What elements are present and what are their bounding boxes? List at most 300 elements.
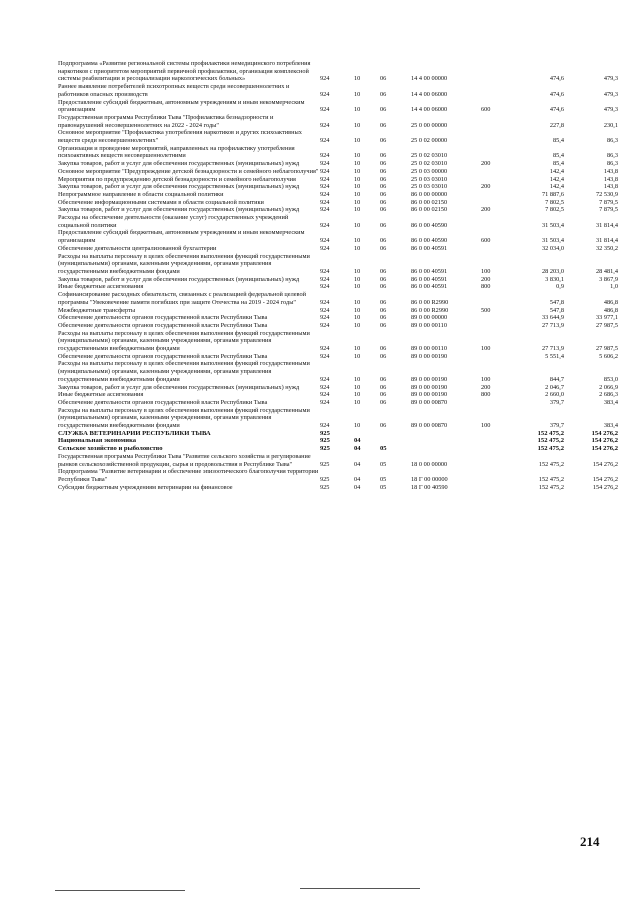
row-amount-1: 379,7: [549, 398, 564, 406]
row-amount-2: 486,8: [603, 298, 618, 306]
row-rz-code: 10: [354, 267, 361, 275]
table-row: [58, 330, 618, 353]
row-pr-code: 06: [380, 175, 387, 183]
table-row: [58, 191, 618, 199]
row-pr-code: 06: [380, 106, 387, 114]
row-pr-code: 06: [380, 383, 387, 391]
row-gr-code: 924: [320, 321, 330, 329]
row-vr-code: [481, 399, 514, 407]
row-name: Основное мероприятие "Профилактика употребления наркотиков и других психоактивных веществ среди несовершеннолетних": [58, 129, 302, 145]
row-gr-code: 924: [320, 375, 330, 383]
row-cs-code: 86 0 00 40590: [411, 221, 448, 229]
row-vr-code: [481, 484, 514, 492]
row-gr-code: 925: [320, 475, 330, 483]
table-row: [58, 322, 618, 330]
row-pr-code: 06: [380, 306, 387, 314]
row-pr-code: 06: [380, 314, 387, 322]
row-amount-1: 2 660,0: [545, 391, 564, 399]
row-cs-code: 86 0 00 40591: [411, 267, 448, 275]
row-rz-code: 10: [354, 121, 361, 129]
row-cs-code: 86 0 00 40591: [411, 244, 448, 252]
row-vr-code: 600: [481, 106, 491, 114]
row-vr-code: [481, 437, 514, 445]
table-row: [58, 83, 618, 98]
row-rz-code: 10: [354, 352, 361, 360]
row-cs-code: 86 0 00 00000: [411, 190, 448, 198]
table-row: [58, 360, 618, 383]
row-name: СЛУЖБА ВЕТЕРИНАРИИ РЕСПУБЛИКИ ТЫВА: [58, 429, 211, 437]
table-row: [58, 353, 618, 361]
row-vr-code: [481, 60, 514, 83]
row-amount-2: 479,3: [603, 90, 618, 98]
row-vr-code: 800: [481, 283, 491, 291]
row-amount-1: 33 644,9: [541, 314, 564, 322]
row-cs-code: 14 4 00 06000: [411, 90, 448, 98]
row-gr-code: 924: [320, 75, 330, 83]
table-row: [58, 176, 618, 184]
row-cs-code: 86 0 00 R2990: [411, 298, 449, 306]
row-rz-code: 04: [354, 460, 361, 468]
row-vr-code: 500: [481, 306, 491, 314]
table-row: [58, 437, 618, 445]
row-cs-code: [411, 445, 481, 453]
row-amount-2: 86,3: [606, 160, 618, 168]
row-pr-code: 06: [380, 152, 387, 160]
row-vr-code: 600: [481, 237, 491, 245]
row-cs-code: 86 0 00 40590: [411, 237, 448, 245]
row-gr-code: 924: [320, 306, 330, 314]
row-pr-code: 05: [380, 475, 387, 483]
row-cs-code: 89 0 00 00190: [411, 352, 448, 360]
row-amount-1: 31 503,4: [541, 221, 564, 229]
scan-line-right: [300, 888, 420, 889]
row-pr-code: 06: [380, 206, 387, 214]
row-amount-1: 3 830,1: [545, 275, 564, 283]
row-gr-code: 924: [320, 283, 330, 291]
row-amount-2: 154 276,2: [592, 460, 618, 468]
row-amount-1: 31 503,4: [541, 237, 564, 245]
row-rz-code: 10: [354, 345, 361, 353]
row-pr-code: 06: [380, 321, 387, 329]
row-rz-code: 10: [354, 167, 361, 175]
row-cs-code: [411, 430, 481, 438]
row-amount-1: 474,6: [549, 90, 564, 98]
row-cs-code: 89 0 00 00870: [411, 422, 448, 430]
row-amount-2: 143,8: [603, 183, 618, 191]
row-vr-code: 100: [481, 345, 491, 353]
row-name: Предоставление субсидий бюджетным, автономным учреждениям и иным некоммерческим организациям: [58, 98, 305, 114]
row-name: Обеспечение деятельности органов государственной власти Республики Тыва: [58, 321, 268, 329]
row-rz-code: 10: [354, 275, 361, 283]
row-rz-code: 10: [354, 137, 361, 145]
row-amount-2: 853,0: [603, 375, 618, 383]
row-vr-code: [481, 214, 514, 229]
row-rz-code: 04: [354, 437, 361, 445]
row-amount-2: 479,3: [603, 106, 618, 114]
row-pr-code: 06: [380, 375, 387, 383]
row-pr-code: 06: [380, 244, 387, 252]
row-amount-2: 154 276,2: [591, 429, 618, 437]
row-pr-code: 06: [380, 198, 387, 206]
row-amount-2: 31 814,4: [595, 221, 618, 229]
row-gr-code: 924: [320, 90, 330, 98]
row-vr-code: [481, 453, 514, 468]
row-pr-code: [380, 437, 411, 445]
table-row: [58, 183, 618, 191]
row-name: Обеспечение деятельности органов государственной власти Республики Тыва: [58, 314, 268, 322]
row-vr-code: 200: [481, 383, 491, 391]
row-rz-code: [354, 430, 380, 438]
row-amount-1: 28 203,0: [541, 267, 564, 275]
row-gr-code: 924: [320, 383, 330, 391]
row-amount-1: 71 887,6: [541, 190, 564, 198]
row-vr-code: [481, 176, 514, 184]
row-gr-code: 924: [320, 175, 330, 183]
row-name: Предоставление субсидий бюджетным, автономным учреждениям и иным некоммерческим организациям: [58, 229, 305, 245]
row-amount-1: 152 475,2: [538, 460, 564, 468]
row-pr-code: 05: [380, 460, 387, 468]
row-cs-code: 89 0 00 00870: [411, 398, 448, 406]
row-amount-1: 142,4: [549, 167, 564, 175]
row-cs-code: 86 0 00 02150: [411, 198, 448, 206]
table-row: [58, 229, 618, 244]
row-name: Софинансирование расходных обязательств, связанных с реализацией федеральной целевой программы "Увековечение памяти погибших при защите Отечества на 2019 - 2024 годы": [58, 291, 306, 306]
row-pr-code: 06: [380, 237, 387, 245]
row-rz-code: 04: [354, 483, 361, 491]
row-amount-2: 86,3: [606, 137, 618, 145]
row-name: Организация и проведение мероприятий, направленных на профилактику употребления психоактивных веществ несовершеннолетними: [58, 144, 295, 160]
row-vr-code: 100: [481, 375, 491, 383]
row-rz-code: 10: [354, 375, 361, 383]
row-amount-1: 85,4: [552, 152, 564, 160]
row-rz-code: 10: [354, 306, 361, 314]
row-name: Государственная программа Республики Тыва "Профилактика безнадзорности и правонарушений несовершеннолетних на 2022 - 2024 годы": [58, 113, 274, 129]
row-pr-code: 06: [380, 391, 387, 399]
row-gr-code: 925: [320, 429, 330, 437]
row-amount-2: 143,8: [603, 167, 618, 175]
row-cs-code: 25 0 02 03010: [411, 160, 448, 168]
scan-line-left: [55, 890, 185, 891]
row-gr-code: 924: [320, 198, 330, 206]
row-amount-1: 27 713,9: [541, 321, 564, 329]
row-vr-code: [481, 430, 514, 438]
table-row: [58, 253, 618, 276]
row-amount-2: 143,8: [603, 175, 618, 183]
row-amount-1: 2 046,7: [545, 383, 564, 391]
row-vr-code: [481, 245, 514, 253]
row-amount-1: 547,8: [549, 306, 564, 314]
row-rz-code: 10: [354, 298, 361, 306]
table-row: [58, 445, 618, 453]
row-gr-code: 924: [320, 298, 330, 306]
row-pr-code: 06: [380, 352, 387, 360]
row-amount-1: 152 475,2: [537, 429, 564, 437]
row-gr-code: 924: [320, 137, 330, 145]
row-amount-1: 5 551,4: [545, 352, 564, 360]
row-pr-code: 06: [380, 190, 387, 198]
row-rz-code: 10: [354, 175, 361, 183]
row-amount-2: 154 276,2: [592, 483, 618, 491]
row-gr-code: 924: [320, 275, 330, 283]
table-row: [58, 314, 618, 322]
row-amount-2: 1,0: [610, 283, 618, 291]
row-amount-2: 154 276,2: [591, 445, 618, 453]
row-gr-code: 925: [320, 437, 330, 445]
row-gr-code: 924: [320, 183, 330, 191]
row-cs-code: 86 0 00 40591: [411, 283, 448, 291]
row-cs-code: 18 Г 00 40590: [411, 483, 448, 491]
row-name: Сельское хозяйство и рыболовство: [58, 445, 163, 453]
row-name: Закупка товаров, работ и услуг для обеспечения государственных (муниципальных) нужд: [58, 183, 300, 191]
table-row: [58, 214, 618, 229]
row-gr-code: 924: [320, 121, 330, 129]
row-pr-code: 06: [380, 75, 387, 83]
row-amount-2: 32 350,2: [595, 244, 618, 252]
row-name: Непрограммное направление в области социальной политики: [58, 190, 224, 198]
row-amount-1: 7 802,5: [545, 206, 564, 214]
row-gr-code: 924: [320, 160, 330, 168]
row-vr-code: [481, 468, 514, 483]
row-name: Подпрограмма «Развитие региональной системы профилактики немедицинского потребления наркотиков с приоритетом мероприятий первичной профилактики, организация комплексной системы реабилитации и ресоциализации наркологических больных»: [58, 60, 311, 83]
row-amount-1: 547,8: [549, 298, 564, 306]
row-cs-code: 86 0 00 R2990: [411, 306, 449, 314]
row-cs-code: 25 0 03 03010: [411, 183, 448, 191]
table-row: [58, 99, 618, 114]
row-rz-code: 10: [354, 152, 361, 160]
row-cs-code: 25 0 02 00000: [411, 137, 448, 145]
row-amount-1: 85,4: [552, 160, 564, 168]
row-rz-code: 10: [354, 422, 361, 430]
row-cs-code: 89 0 00 00110: [411, 321, 447, 329]
row-name: Иные бюджетные ассигнования: [58, 283, 144, 291]
row-rz-code: 10: [354, 383, 361, 391]
row-name: Обеспечение деятельности органов государственной власти Республики Тыва: [58, 352, 268, 360]
row-vr-code: 100: [481, 267, 491, 275]
row-name: Расходы на выплаты персоналу в целях обеспечения выполнения функций государственными (муниципальными) органами, казенными учреждениями, органами управления государственными внебюджетными фондами: [58, 406, 310, 430]
row-vr-code: 200: [481, 160, 491, 168]
row-amount-2: 7 879,5: [599, 206, 618, 214]
row-pr-code: 06: [380, 298, 387, 306]
table-row: [58, 60, 618, 83]
row-pr-code: 06: [380, 137, 387, 145]
row-vr-code: [481, 445, 514, 453]
row-cs-code: 89 0 00 00190: [411, 383, 448, 391]
row-gr-code: 924: [320, 422, 330, 430]
table-row: [58, 199, 618, 207]
table-row: [58, 384, 618, 392]
row-amount-1: 152 475,2: [537, 445, 564, 453]
row-amount-1: 152 475,2: [537, 437, 564, 445]
row-amount-1: 844,7: [549, 375, 564, 383]
row-cs-code: 18 Г 00 00000: [411, 475, 448, 483]
row-vr-code: [481, 83, 514, 98]
table-row: [58, 291, 618, 306]
table-row: [58, 307, 618, 315]
row-rz-code: 10: [354, 398, 361, 406]
row-amount-2: 86,3: [606, 152, 618, 160]
row-pr-code: 06: [380, 283, 387, 291]
row-name: Расходы на выплаты персоналу в целях обеспечения выполнения функций государственными (муниципальными) органами, казенными учреждениями, органами управления государственными внебюджетными фондами: [58, 360, 310, 383]
row-name: Раннее выявление потребителей психотропных веществ среди несовершеннолетних и работников опасных производств: [58, 83, 290, 98]
row-amount-1: 0,9: [556, 283, 564, 291]
row-name: Подпрограмма "Развитие ветеринарии и обеспечение эпизоотического благополучия территории Республики Тыва": [58, 468, 319, 483]
row-cs-code: [411, 437, 481, 445]
row-name: Расходы на обеспечение деятельности (оказание услуг) государственных учреждений социальной политики: [58, 214, 289, 229]
row-gr-code: 924: [320, 345, 330, 353]
row-amount-2: 27 987,5: [595, 321, 618, 329]
row-name: Расходы на выплаты персоналу в целях обеспечения выполнения функций государственными (муниципальными) органами, казенными учреждениями, органами управления государственными внебюджетными фондами: [58, 252, 310, 275]
row-pr-code: 05: [380, 445, 387, 453]
row-gr-code: 924: [320, 206, 330, 214]
row-amount-1: 227,8: [549, 121, 564, 129]
row-pr-code: 06: [380, 160, 387, 168]
row-amount-2: 2 066,9: [599, 383, 618, 391]
table-row: [58, 206, 618, 214]
row-rz-code: 10: [354, 75, 361, 83]
row-vr-code: [481, 199, 514, 207]
row-cs-code: 25 0 02 03010: [411, 152, 448, 160]
row-gr-code: 924: [320, 190, 330, 198]
row-rz-code: 10: [354, 237, 361, 245]
table-row: [58, 276, 618, 284]
row-vr-code: 200: [481, 275, 491, 283]
row-cs-code: 89 0 00 00000: [411, 314, 448, 322]
table-row: [58, 453, 618, 468]
row-amount-2: 383,4: [603, 422, 618, 430]
row-amount-1: 379,7: [549, 422, 564, 430]
row-pr-code: 06: [380, 121, 387, 129]
table-row: [58, 129, 618, 144]
row-pr-code: 06: [380, 267, 387, 275]
row-cs-code: 89 0 00 00190: [411, 391, 448, 399]
row-gr-code: 925: [320, 483, 330, 491]
row-pr-code: 06: [380, 221, 387, 229]
row-pr-code: 06: [380, 90, 387, 98]
row-cs-code: 25 0 03 03010: [411, 175, 448, 183]
row-amount-2: 230,1: [603, 121, 618, 129]
row-name: Закупка товаров, работ и услуг для обеспечения государственных (муниципальных) нужд: [58, 206, 300, 214]
row-amount-2: 479,3: [603, 75, 618, 83]
row-name: Национальная экономика: [58, 437, 137, 445]
row-rz-code: 10: [354, 190, 361, 198]
row-pr-code: 06: [380, 167, 387, 175]
page-number: 214: [580, 834, 600, 849]
row-gr-code: 925: [320, 445, 330, 453]
row-cs-code: 89 0 00 00110: [411, 345, 447, 353]
row-amount-1: 152 475,2: [538, 483, 564, 491]
row-amount-2: 7 879,5: [599, 198, 618, 206]
row-gr-code: 924: [320, 152, 330, 160]
row-name: Обеспечение информационными системами в области социальной политики: [58, 198, 264, 206]
row-amount-1: 7 802,5: [545, 198, 564, 206]
row-rz-code: 04: [354, 445, 361, 453]
row-name: Иные бюджетные ассигнования: [58, 391, 144, 399]
row-pr-code: 06: [380, 345, 387, 353]
row-vr-code: [481, 145, 514, 160]
table-row: [58, 145, 618, 160]
row-vr-code: 800: [481, 391, 491, 399]
row-gr-code: 924: [320, 391, 330, 399]
table-row: [58, 391, 618, 399]
row-rz-code: 10: [354, 391, 361, 399]
row-rz-code: 10: [354, 221, 361, 229]
row-amount-2: 33 977,1: [595, 314, 618, 322]
row-vr-code: 200: [481, 183, 491, 191]
row-cs-code: 89 0 00 00190: [411, 375, 448, 383]
row-pr-code: [380, 430, 411, 438]
budget-table: [58, 60, 618, 491]
row-cs-code: 86 0 00 02150: [411, 206, 448, 214]
row-rz-code: 10: [354, 160, 361, 168]
row-rz-code: 10: [354, 314, 361, 322]
table-row: [58, 283, 618, 291]
row-amount-1: 152 475,2: [538, 475, 564, 483]
row-gr-code: 924: [320, 314, 330, 322]
row-rz-code: 10: [354, 198, 361, 206]
row-name: Закупка товаров, работ и услуг для обеспечения государственных (муниципальных) нужд: [58, 160, 300, 168]
table-row: [58, 114, 618, 129]
row-name: Субсидии бюджетным учреждениям ветеринарии на финансовое: [58, 483, 233, 491]
row-amount-2: 154 276,2: [591, 437, 618, 445]
table-row: [58, 399, 618, 407]
table-row: [58, 245, 618, 253]
row-vr-code: [481, 129, 514, 144]
row-gr-code: 924: [320, 221, 330, 229]
table-row: [58, 468, 618, 483]
row-vr-code: [481, 353, 514, 361]
row-rz-code: 10: [354, 283, 361, 291]
row-cs-code: 86 0 00 40591: [411, 275, 448, 283]
row-name: Основное мероприятие "Предупреждение детской безнадзорности и семейного неблагополучия": [58, 167, 319, 175]
row-name: Закупка товаров, работ и услуг для обеспечения государственных (муниципальных) нужд: [58, 383, 300, 391]
row-amount-2: 383,4: [603, 398, 618, 406]
row-amount-2: 5 606,2: [599, 352, 618, 360]
row-rz-code: 10: [354, 106, 361, 114]
row-vr-code: [481, 322, 514, 330]
row-pr-code: 06: [380, 422, 387, 430]
row-amount-2: 154 276,2: [592, 475, 618, 483]
row-pr-code: 06: [380, 398, 387, 406]
table-row: [58, 407, 618, 430]
row-name: Государственная программа Республики Тыва "Развитие сельского хозяйства и регулирование рынков сельскохозяйственной продукции, сырья и продовольствия в Республике Тыва": [58, 452, 311, 468]
table-row: [58, 430, 618, 438]
row-rz-code: 10: [354, 244, 361, 252]
row-pr-code: 05: [380, 483, 387, 491]
row-amount-1: 85,4: [552, 137, 564, 145]
row-amount-2: 27 987,5: [595, 345, 618, 353]
row-amount-1: 142,4: [549, 175, 564, 183]
row-vr-code: [481, 114, 514, 129]
row-vr-code: [481, 191, 514, 199]
table-row: [58, 160, 618, 168]
row-amount-1: 474,6: [549, 75, 564, 83]
row-vr-code: [481, 168, 514, 176]
row-cs-code: 14 4 00 00000: [411, 75, 448, 83]
row-gr-code: 925: [320, 460, 330, 468]
row-amount-2: 28 481,4: [595, 267, 618, 275]
row-amount-1: 474,6: [549, 106, 564, 114]
table-row: [58, 168, 618, 176]
row-vr-code: [481, 314, 514, 322]
row-name: Обеспечение деятельности органов государственной власти Республики Тыва: [58, 398, 268, 406]
row-vr-code: 100: [481, 422, 491, 430]
row-rz-code: 04: [354, 475, 361, 483]
row-gr-code: 924: [320, 244, 330, 252]
row-vr-code: 200: [481, 206, 491, 214]
row-rz-code: 10: [354, 90, 361, 98]
row-pr-code: 06: [380, 275, 387, 283]
row-vr-code: [481, 291, 514, 306]
